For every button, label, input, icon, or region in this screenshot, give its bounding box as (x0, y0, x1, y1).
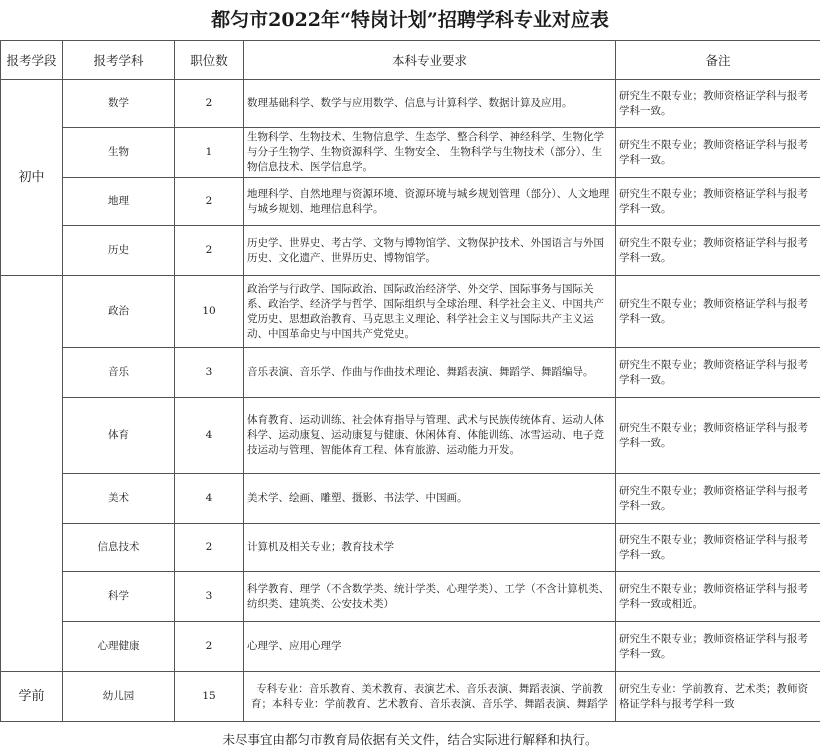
requirement-cell: 美术学、绘画、雕塑、摄影、书法学、中国画。 (244, 474, 616, 524)
subject-cell: 信息技术 (63, 524, 175, 572)
requirement-cell: 生物科学、生物技术、生物信息学、生态学、整合科学、神经科学、生物化学与分子生物学、生物资源科学、生物安全、 生物科学与生物技术（部分）、生物信息技术、医学信息学。 (244, 128, 616, 178)
note-cell: 研究生不限专业；教师资格证学科与报考学科一致。 (616, 348, 820, 398)
table-row (1, 226, 820, 276)
requirement-cell: 科学教育、理学（不含数学类、统计学类、心理学类）、工学（不含计算机类、纺织类、建筑类、公安技术类） (244, 572, 616, 622)
page-title: 都匀市2022年“特岗计划”招聘学科专业对应表 (211, 9, 609, 31)
count-cell: 4 (175, 398, 244, 474)
note-cell: 研究生不限专业；教师资格证学科与报考学科一致。 (616, 398, 820, 474)
note-cell: 研究生不限专业；教师资格证学科与报考学科一致或相近。 (616, 572, 820, 622)
stage-cell: 初中 (1, 80, 63, 276)
table-row (1, 128, 820, 178)
subject-cell: 体育 (63, 398, 175, 474)
requirement-cell: 数理基础科学、数学与应用数学、信息与计算科学、数据计算及应用。 (244, 80, 616, 128)
header-note: 备注 (616, 41, 820, 80)
table-row (1, 524, 820, 572)
requirement-cell: 计算机及相关专业；教育技术学 (244, 524, 616, 572)
count-cell: 3 (175, 348, 244, 398)
count-cell: 2 (175, 178, 244, 226)
subject-cell: 政治 (63, 276, 175, 348)
header-subject: 报考学科 (63, 41, 175, 80)
requirement-cell: 历史学、世界史、考古学、文物与博物馆学、文物保护技术、外国语言与外国历史、文化遗产、世界历史、博物馆学。 (244, 226, 616, 276)
note-cell: 研究生不限专业；教师资格证学科与报考学科一致。 (616, 474, 820, 524)
requirement-cell: 地理科学、自然地理与资源环境、资源环境与城乡规划管理（部分）、人文地理与城乡规划、地理信息科学。 (244, 178, 616, 226)
table-header-row (1, 41, 820, 80)
count-cell: 2 (175, 226, 244, 276)
requirement-cell: 专科专业：音乐教育、美术教育、表演艺术、音乐表演、舞蹈表演、学前教育；本科专业：学前教育、艺术教育、音乐表演、音乐学、舞蹈表演、舞蹈学 (244, 672, 616, 722)
count-cell: 15 (175, 672, 244, 722)
subject-cell: 音乐 (63, 348, 175, 398)
note-cell: 研究生不限专业；教师资格证学科与报考学科一致。 (616, 178, 820, 226)
table-row (1, 672, 820, 722)
subject-cell: 地理 (63, 178, 175, 226)
table-row (1, 348, 820, 398)
count-cell: 2 (175, 524, 244, 572)
requirement-cell: 政治学与行政学、国际政治、国际政治经济学、外交学、国际事务与国际关系、政治学、经济学与哲学、国际组织与全球治理、科学社会主义、中国共产党历史、思想政治教育、马克思主义理论、科学社会主义与国际共产主义运动、中国革命史与中国共产党党史。 (244, 276, 616, 348)
count-cell: 2 (175, 622, 244, 672)
subject-cell: 历史 (63, 226, 175, 276)
subject-table (0, 40, 820, 722)
stage-cell: 学前 (1, 672, 63, 722)
subject-cell: 幼儿园 (63, 672, 175, 722)
header-count: 职位数 (175, 41, 244, 80)
header-stage: 报考学段 (1, 41, 63, 80)
note-cell: 研究生不限专业；教师资格证学科与报考学科一致。 (616, 128, 820, 178)
count-cell: 2 (175, 80, 244, 128)
table-row (1, 80, 820, 128)
note-cell: 研究生不限专业；教师资格证学科与报考学科一致。 (616, 622, 820, 672)
note-cell: 研究生不限专业；教师资格证学科与报考学科一致。 (616, 80, 820, 128)
table-row (1, 474, 820, 524)
table-row (1, 178, 820, 226)
subject-cell: 心理健康 (63, 622, 175, 672)
count-cell: 4 (175, 474, 244, 524)
subject-cell: 生物 (63, 128, 175, 178)
count-cell: 3 (175, 572, 244, 622)
note-cell: 研究生不限专业；教师资格证学科与报考学科一致。 (616, 276, 820, 348)
header-requirement: 本科专业要求 (244, 41, 616, 80)
note-cell: 研究生不限专业；教师资格证学科与报考学科一致。 (616, 524, 820, 572)
table-row (1, 622, 820, 672)
count-cell: 10 (175, 276, 244, 348)
note-cell: 研究生专业：学前教育、艺术类；教师资格证学科与报考学科一致 (616, 672, 820, 722)
subject-cell: 美术 (63, 474, 175, 524)
stage-cell (1, 276, 63, 672)
requirement-cell: 体育教育、运动训练、社会体育指导与管理、武术与民族传统体育、运动人体科学、运动康复、运动康复与健康、休闲体育、体能训练、冰雪运动、电子竞技运动与管理、智能体育工程、体育旅游、运动能力开发。 (244, 398, 616, 474)
note-cell: 研究生不限专业；教师资格证学科与报考学科一致。 (616, 226, 820, 276)
subject-cell: 科学 (63, 572, 175, 622)
subject-cell: 数学 (63, 80, 175, 128)
table-row (1, 572, 820, 622)
requirement-cell: 心理学、应用心理学 (244, 622, 616, 672)
table-row (1, 276, 820, 348)
count-cell: 1 (175, 128, 244, 178)
requirement-cell: 音乐表演、音乐学、作曲与作曲技术理论、舞蹈表演、舞蹈学、舞蹈编导。 (244, 348, 616, 398)
table-row (1, 398, 820, 474)
footer-note: 未尽事宜由都匀市教育局依据有关文件，结合实际进行解释和执行。 (222, 732, 598, 747)
